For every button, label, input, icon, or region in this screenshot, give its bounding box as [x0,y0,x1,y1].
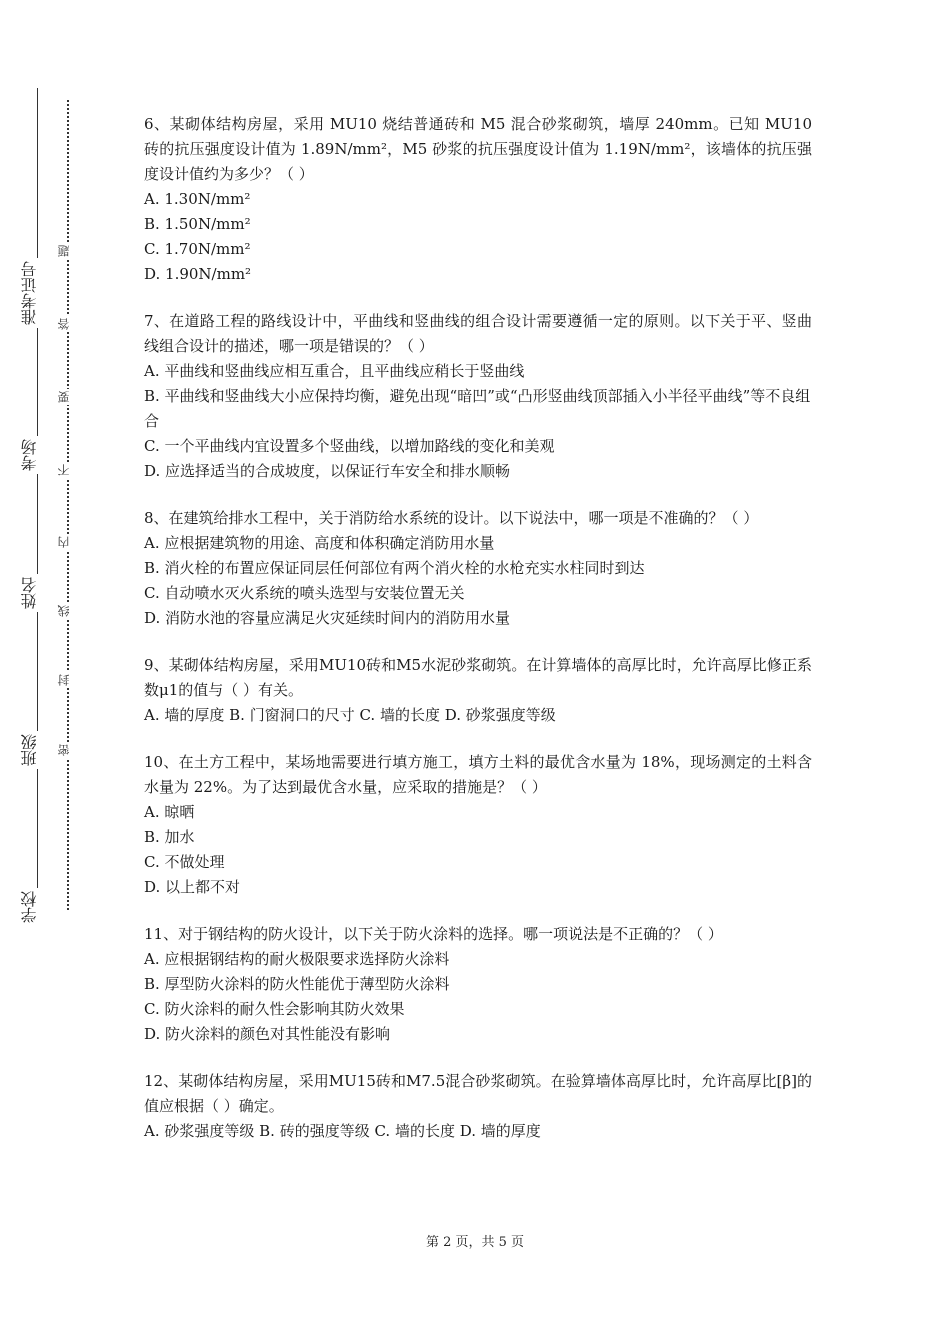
question-11 [144,922,812,1047]
option-b: B. 消火栓的布置应保证同层任何部位有两个消火栓的水枪充实水柱同时到达 [144,559,645,577]
question-stem: 7、在道路工程的路线设计中，平曲线和竖曲线的组合设计需要遵循一定的原则。以下关于平、竖曲线组合设计的描述，哪一项是错误的？（ ） [144,312,812,355]
class-label: 班级 [22,731,52,769]
name-label: 姓名 [22,574,52,612]
school-label: 学校 [22,888,52,926]
option-a: A. 平曲线和竖曲线应相互重合，且平曲线应稍长于竖曲线 [144,362,525,380]
option-d: D. 应选择适当的合成坡度，以保证行车安全和排水顺畅 [144,462,511,480]
seal-char: 内 [58,534,76,550]
seal-char: 密 [58,742,76,758]
option-b: B. 平曲线和竖曲线大小应保持均衡，避免出现“暗凹”或“凸形竖曲线顶部插入小半径平曲线”等不良组合 [144,387,811,430]
option-c: C. 自动喷水灭火系统的喷头选型与安装位置无关 [144,584,465,602]
option-d: D. 防火涂料的颜色对其性能没有影响 [144,1025,391,1043]
page-footer: 第 2 页，共 5 页 [425,1235,525,1250]
question-6 [144,112,812,287]
seal-char: 封 [58,672,76,688]
seal-char: 不 [58,462,76,478]
options-inline: A. 墙的厚度 B. 门窗洞口的尺寸 C. 墙的长度 D. 砂浆强度等级 [144,706,556,724]
seal-char: 题 [58,243,76,259]
question-stem: 12、某砌体结构房屋，采用MU15砖和M7.5混合砂浆砌筑。在验算墙体高厚比时，允许高厚比[β]的值应根据（ ）确定。 [144,1072,812,1115]
question-7 [144,309,812,484]
option-d: D. 消防水池的容量应满足火灾延续时间内的消防用水量 [144,609,511,627]
option-c: C. 不做处理 [144,853,225,871]
option-c: C. 一个平曲线内宜设置多个竖曲线，以增加路线的变化和美观 [144,437,555,455]
question-list [144,112,812,1166]
seal-char: 线 [58,603,76,619]
question-12 [144,1069,812,1144]
option-b: B. 加水 [144,828,195,846]
option-d: D. 1.90N/mm² [144,265,252,283]
question-stem: 8、在建筑给排水工程中，关于消防给水系统的设计。以下说法中，哪一项是不准确的？（ ） [144,509,759,527]
option-a: A. 晾晒 [144,803,195,821]
options-inline: A. 砂浆强度等级 B. 砖的强度等级 C. 墙的长度 D. 墙的厚度 [144,1122,541,1140]
seal-char: 答 [58,316,76,332]
seal-dotted-line [67,100,69,910]
question-9 [144,653,812,728]
option-b: B. 1.50N/mm² [144,215,251,233]
option-a: A. 1.30N/mm² [144,190,251,208]
question-stem: 10、在土方工程中，某场地需要进行填方施工，填方土料的最优含水量为 18%，现场测定的土料含水量为 22%。为了达到最优含水量，应采取的措施是？（ ） [144,753,812,796]
question-stem: 6、某砌体结构房屋，采用 MU10 烧结普通砖和 M5 混合砂浆砌筑，墙厚 240mm。已知 MU10 砖的抗压强度设计值为 1.89N/mm²，M5 砂浆的抗压强度设计值为 1.19N/mm²，该墙体的抗压强度设计值约为多少？（ ） [144,115,812,183]
seal-char: 要 [58,389,76,405]
option-a: A. 应根据钢结构的耐火极限要求选择防火涂料 [144,950,450,968]
option-c: C. 防火涂料的耐久性会影响其防火效果 [144,1000,405,1018]
question-stem: 11、对于钢结构的防火设计，以下关于防火涂料的选择。哪一项说法是不正确的？（ ） [144,925,723,943]
option-b: B. 厚型防火涂料的防火性能优于薄型防火涂料 [144,975,450,993]
option-d: D. 以上都不对 [144,878,241,896]
question-10 [144,750,812,900]
question-stem: 9、某砌体结构房屋，采用MU10砖和M5水泥砂浆砌筑。在计算墙体的高厚比时，允许高厚比修正系数μ1的值与（ ）有关。 [144,656,812,699]
binding-margin [0,0,110,1344]
binding-solid-line [37,88,38,918]
option-c: C. 1.70N/mm² [144,240,251,258]
question-8 [144,506,812,631]
exam-room-label: 考场 [22,436,52,474]
exam-number-label: 准考证号 [22,258,52,328]
option-a: A. 应根据建筑物的用途、高度和体积确定消防用水量 [144,534,495,552]
